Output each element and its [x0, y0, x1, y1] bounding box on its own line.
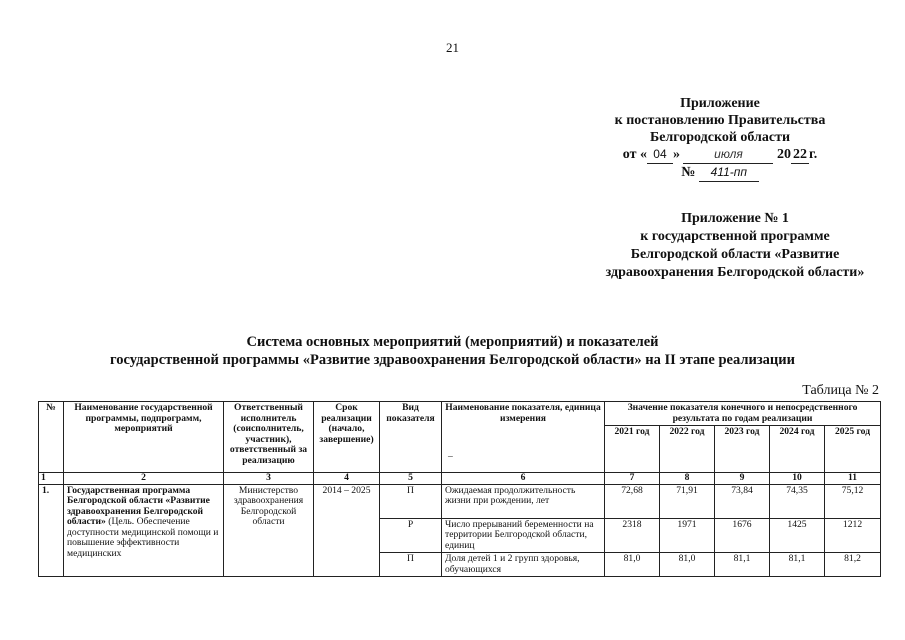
appendix-1-line-3: здравоохранения Белгородской области» [605, 265, 865, 280]
row-program-goal: (Цель. Обеспечение доступности медицинской помощи и повышение эффективности медицинских [67, 516, 219, 559]
header-indicator [442, 402, 605, 473]
column-number: 3 [224, 473, 314, 485]
header-values-group: Значение показателя конечного и непосредственного результата по годам реализации [605, 402, 881, 426]
row-num: 1. [39, 484, 64, 577]
indicators-table [38, 401, 881, 577]
indicator-value: 73,84 [715, 484, 770, 518]
indicator-value: 81,1 [715, 553, 770, 577]
indicator-value: 1212 [825, 518, 881, 553]
column-number: 5 [380, 473, 442, 485]
indicator-value: 81,0 [605, 553, 660, 577]
indicator-type: П [380, 484, 442, 518]
header-indicator-text: Наименование показателя, единица измерения [445, 402, 601, 424]
date-year: 22 [792, 147, 807, 162]
header-executor: Ответственный исполнитель (соисполнитель, участник), ответственный за реализацию [224, 402, 314, 473]
column-number: 2 [64, 473, 224, 485]
indicator-type: П [380, 553, 442, 577]
indicator-value: 74,35 [770, 484, 825, 518]
indicator-type: Р [380, 518, 442, 553]
header-year: 2021 год [605, 426, 660, 473]
header-indicator-mark: – [448, 451, 453, 462]
indicator-value: 75,12 [825, 484, 881, 518]
table-header-row [39, 402, 881, 426]
appendix-line-2: Белгородской области [649, 130, 791, 145]
date-month: июля [683, 146, 773, 164]
indicator-value: 81,1 [770, 553, 825, 577]
appendix-date-line [560, 146, 880, 164]
date-year-prefix: 20 [776, 147, 791, 162]
column-number: 10 [770, 473, 825, 485]
appendix-line-1: к постановлению Правительства [614, 113, 826, 128]
page-number: 21 [446, 40, 459, 55]
column-number: 9 [715, 473, 770, 485]
column-number: 7 [605, 473, 660, 485]
indicator-value: 1425 [770, 518, 825, 553]
appendix-1-header [590, 210, 880, 282]
date-day: 04 [647, 146, 673, 164]
column-numbers-row [39, 473, 881, 485]
appendix-1-title: Приложение № 1 [681, 211, 789, 226]
indicator-name: Число прерываний беременности на территории Белгородской области, единиц [442, 518, 605, 553]
date-prefix: от « [622, 147, 647, 162]
header-year: 2022 год [660, 426, 715, 473]
number-prefix: № [681, 165, 696, 180]
header-year: 2025 год [825, 426, 881, 473]
row-period: 2014 – 2025 [314, 484, 380, 577]
indicator-value: 72,68 [605, 484, 660, 518]
table-caption: Таблица № 2 [802, 383, 879, 398]
table-row [39, 484, 881, 518]
header-name: Наименование государственной программы, подпрограмм, мероприятий [64, 402, 224, 473]
indicator-value: 81,0 [660, 553, 715, 577]
row-program-name [64, 484, 224, 577]
indicator-value: 1971 [660, 518, 715, 553]
header-year: 2024 год [770, 426, 825, 473]
appendix-title: Приложение [680, 96, 760, 111]
indicator-value: 81,2 [825, 553, 881, 577]
appendix-number-line [560, 164, 880, 182]
column-number: 11 [825, 473, 881, 485]
date-mid: » [672, 147, 680, 162]
column-number: 8 [660, 473, 715, 485]
indicator-value: 2318 [605, 518, 660, 553]
column-number: 4 [314, 473, 380, 485]
document-title-line-1: Система основных мероприятий (мероприятий) и показателей [246, 334, 659, 350]
appendix-header [560, 95, 880, 182]
indicator-name: Доля детей 1 и 2 групп здоровья, обучающихся [442, 553, 605, 577]
column-number: 1 [39, 473, 64, 485]
header-type: Вид показателя [380, 402, 442, 473]
date-suffix: г. [808, 147, 818, 162]
header-num: № [39, 402, 64, 473]
appendix-1-line-1: к государственной программе [640, 229, 830, 244]
indicator-value: 71,91 [660, 484, 715, 518]
column-number: 6 [442, 473, 605, 485]
indicator-value: 1676 [715, 518, 770, 553]
header-year: 2023 год [715, 426, 770, 473]
row-executor: Министерство здравоохранения Белгородской области [224, 484, 314, 577]
document-title-line-2: государственной программы «Развитие здравоохранения Белгородской области» на II этапе реализации [110, 352, 795, 368]
appendix-1-line-2: Белгородской области «Развитие [630, 247, 840, 262]
number-value: 411-пп [699, 164, 759, 182]
indicator-name: Ожидаемая продолжительность жизни при рождении, лет [442, 484, 605, 518]
header-period: Срок реализации (начало, завершение) [314, 402, 380, 473]
document-title [0, 333, 905, 369]
row-program-title: Государственная программа Белгородской области «Развитие здравоохранения Белгородской области» [67, 484, 210, 527]
